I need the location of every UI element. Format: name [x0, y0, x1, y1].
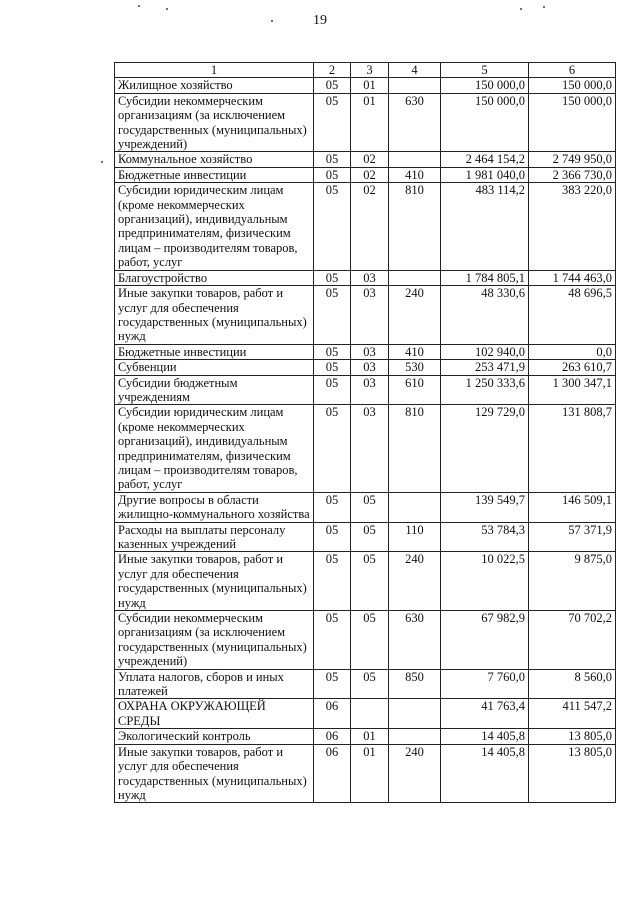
row-expense-type: 240	[389, 552, 441, 611]
row-name: Жилищное хозяйство	[115, 78, 314, 93]
row-subsection: 05	[351, 522, 389, 552]
row-name: Субсидии юридическим лицам (кроме некоммерческих организаций), индивидуальным предпринимателям, физическим лицам – производителям товаров, работ, услуг	[115, 405, 314, 492]
budget-table	[114, 62, 616, 803]
row-amount-year-1: 1 784 805,1	[441, 270, 529, 285]
row-amount-year-2: 131 808,7	[529, 405, 616, 492]
row-name: Иные закупки товаров, работ и услуг для обеспечения государственных (муниципальных) нужд	[115, 552, 314, 611]
row-name: Субсидии бюджетным учреждениям	[115, 375, 314, 405]
row-name: Субсидии некоммерческим организациям (за исключением государственных (муниципальных) учреждений)	[115, 93, 314, 152]
table-row	[115, 78, 616, 93]
row-section: 05	[314, 405, 351, 492]
row-subsection: 02	[351, 167, 389, 182]
row-expense-type	[389, 152, 441, 167]
row-amount-year-1: 150 000,0	[441, 78, 529, 93]
row-section: 05	[314, 93, 351, 152]
row-subsection: 03	[351, 344, 389, 359]
row-expense-type: 810	[389, 183, 441, 270]
row-amount-year-1: 129 729,0	[441, 405, 529, 492]
row-expense-type	[389, 270, 441, 285]
row-section: 05	[314, 552, 351, 611]
row-amount-year-2: 2 366 730,0	[529, 167, 616, 182]
row-expense-type: 630	[389, 93, 441, 152]
row-amount-year-2: 2 749 950,0	[529, 152, 616, 167]
row-amount-year-2: 263 610,7	[529, 360, 616, 375]
row-section: 05	[314, 167, 351, 182]
row-expense-type: 810	[389, 405, 441, 492]
row-section: 06	[314, 729, 351, 744]
row-section: 05	[314, 183, 351, 270]
row-expense-type	[389, 492, 441, 522]
row-amount-year-2: 411 547,2	[529, 699, 616, 729]
row-name: Субвенции	[115, 360, 314, 375]
table-row	[115, 669, 616, 699]
column-header: 1	[115, 63, 314, 78]
table-row	[115, 744, 616, 803]
column-header: 2	[314, 63, 351, 78]
table-row	[115, 183, 616, 270]
row-amount-year-1: 1 250 333,6	[441, 375, 529, 405]
row-amount-year-1: 67 982,9	[441, 611, 529, 670]
row-subsection: 01	[351, 744, 389, 803]
row-amount-year-1: 53 784,3	[441, 522, 529, 552]
row-amount-year-1: 2 464 154,2	[441, 152, 529, 167]
row-amount-year-1: 1 981 040,0	[441, 167, 529, 182]
row-subsection: 02	[351, 152, 389, 167]
row-amount-year-2: 0,0	[529, 344, 616, 359]
row-amount-year-2: 1 300 347,1	[529, 375, 616, 405]
column-header: 4	[389, 63, 441, 78]
row-subsection: 03	[351, 270, 389, 285]
row-name: Другие вопросы в области жилищно-коммунального хозяйства	[115, 492, 314, 522]
row-name: Расходы на выплаты персоналу казенных учреждений	[115, 522, 314, 552]
page-number: 19	[313, 13, 327, 28]
row-section: 05	[314, 611, 351, 670]
row-expense-type: 410	[389, 167, 441, 182]
table-row	[115, 405, 616, 492]
row-subsection: 05	[351, 611, 389, 670]
row-expense-type: 110	[389, 522, 441, 552]
row-subsection: 01	[351, 78, 389, 93]
table-row	[115, 729, 616, 744]
row-name: Экологический контроль	[115, 729, 314, 744]
row-name: Уплата налогов, сборов и иных платежей	[115, 669, 314, 699]
row-subsection: 03	[351, 286, 389, 345]
row-expense-type: 410	[389, 344, 441, 359]
row-section: 05	[314, 669, 351, 699]
row-subsection: 05	[351, 552, 389, 611]
table-row	[115, 167, 616, 182]
table-row	[115, 699, 616, 729]
row-section: 05	[314, 286, 351, 345]
row-name: Субсидии некоммерческим организациям (за исключением государственных (муниципальных) учреждений)	[115, 611, 314, 670]
row-amount-year-1: 253 471,9	[441, 360, 529, 375]
row-section: 06	[314, 744, 351, 803]
row-amount-year-1: 10 022,5	[441, 552, 529, 611]
row-amount-year-2: 9 875,0	[529, 552, 616, 611]
row-amount-year-2: 8 560,0	[529, 669, 616, 699]
row-section: 05	[314, 270, 351, 285]
row-expense-type: 240	[389, 286, 441, 345]
column-header: 6	[529, 63, 616, 78]
row-subsection: 05	[351, 492, 389, 522]
row-amount-year-2: 383 220,0	[529, 183, 616, 270]
row-amount-year-1: 7 760,0	[441, 669, 529, 699]
table-row	[115, 286, 616, 345]
row-amount-year-1: 139 549,7	[441, 492, 529, 522]
row-expense-type: 240	[389, 744, 441, 803]
row-section: 05	[314, 360, 351, 375]
row-subsection: 03	[351, 360, 389, 375]
row-expense-type: 850	[389, 669, 441, 699]
row-amount-year-1: 41 763,4	[441, 699, 529, 729]
row-name: Бюджетные инвестиции	[115, 167, 314, 182]
row-section: 05	[314, 344, 351, 359]
row-name: ОХРАНА ОКРУЖАЮЩЕЙ СРЕДЫ	[115, 699, 314, 729]
row-amount-year-2: 150 000,0	[529, 93, 616, 152]
row-section: 05	[314, 522, 351, 552]
row-expense-type: 630	[389, 611, 441, 670]
row-section: 05	[314, 78, 351, 93]
row-subsection: 03	[351, 375, 389, 405]
row-amount-year-1: 14 405,8	[441, 744, 529, 803]
row-subsection: 02	[351, 183, 389, 270]
row-expense-type: 530	[389, 360, 441, 375]
table-row	[115, 375, 616, 405]
row-amount-year-1: 150 000,0	[441, 93, 529, 152]
column-header: 5	[441, 63, 529, 78]
table-row	[115, 344, 616, 359]
row-name: Иные закупки товаров, работ и услуг для обеспечения государственных (муниципальных) нужд	[115, 744, 314, 803]
column-header: 3	[351, 63, 389, 78]
row-amount-year-1: 48 330,6	[441, 286, 529, 345]
table-row	[115, 522, 616, 552]
table-body	[115, 78, 616, 803]
row-name: Бюджетные инвестиции	[115, 344, 314, 359]
row-expense-type	[389, 699, 441, 729]
row-amount-year-2: 70 702,2	[529, 611, 616, 670]
row-section: 05	[314, 375, 351, 405]
table-row	[115, 152, 616, 167]
row-expense-type	[389, 729, 441, 744]
row-amount-year-1: 483 114,2	[441, 183, 529, 270]
row-name: Благоустройство	[115, 270, 314, 285]
table-row	[115, 611, 616, 670]
row-subsection: 05	[351, 669, 389, 699]
row-amount-year-2: 48 696,5	[529, 286, 616, 345]
row-amount-year-2: 13 805,0	[529, 744, 616, 803]
row-amount-year-2: 150 000,0	[529, 78, 616, 93]
row-name: Коммунальное хозяйство	[115, 152, 314, 167]
row-amount-year-2: 1 744 463,0	[529, 270, 616, 285]
row-subsection	[351, 699, 389, 729]
row-name: Субсидии юридическим лицам (кроме некоммерческих организаций), индивидуальным предпринимателям, физическим лицам – производителям товаров, работ, услуг	[115, 183, 314, 270]
table-row	[115, 552, 616, 611]
row-expense-type: 610	[389, 375, 441, 405]
row-subsection: 01	[351, 729, 389, 744]
row-section: 05	[314, 152, 351, 167]
row-amount-year-2: 146 509,1	[529, 492, 616, 522]
table-row	[115, 492, 616, 522]
table-row	[115, 270, 616, 285]
row-section: 05	[314, 492, 351, 522]
row-expense-type	[389, 78, 441, 93]
row-amount-year-1: 102 940,0	[441, 344, 529, 359]
row-amount-year-1: 14 405,8	[441, 729, 529, 744]
row-subsection: 03	[351, 405, 389, 492]
table-row	[115, 360, 616, 375]
row-name: Иные закупки товаров, работ и услуг для обеспечения государственных (муниципальных) нужд	[115, 286, 314, 345]
row-amount-year-2: 57 371,9	[529, 522, 616, 552]
table-header-row	[115, 63, 616, 78]
table-row	[115, 93, 616, 152]
row-subsection: 01	[351, 93, 389, 152]
row-section: 06	[314, 699, 351, 729]
row-amount-year-2: 13 805,0	[529, 729, 616, 744]
